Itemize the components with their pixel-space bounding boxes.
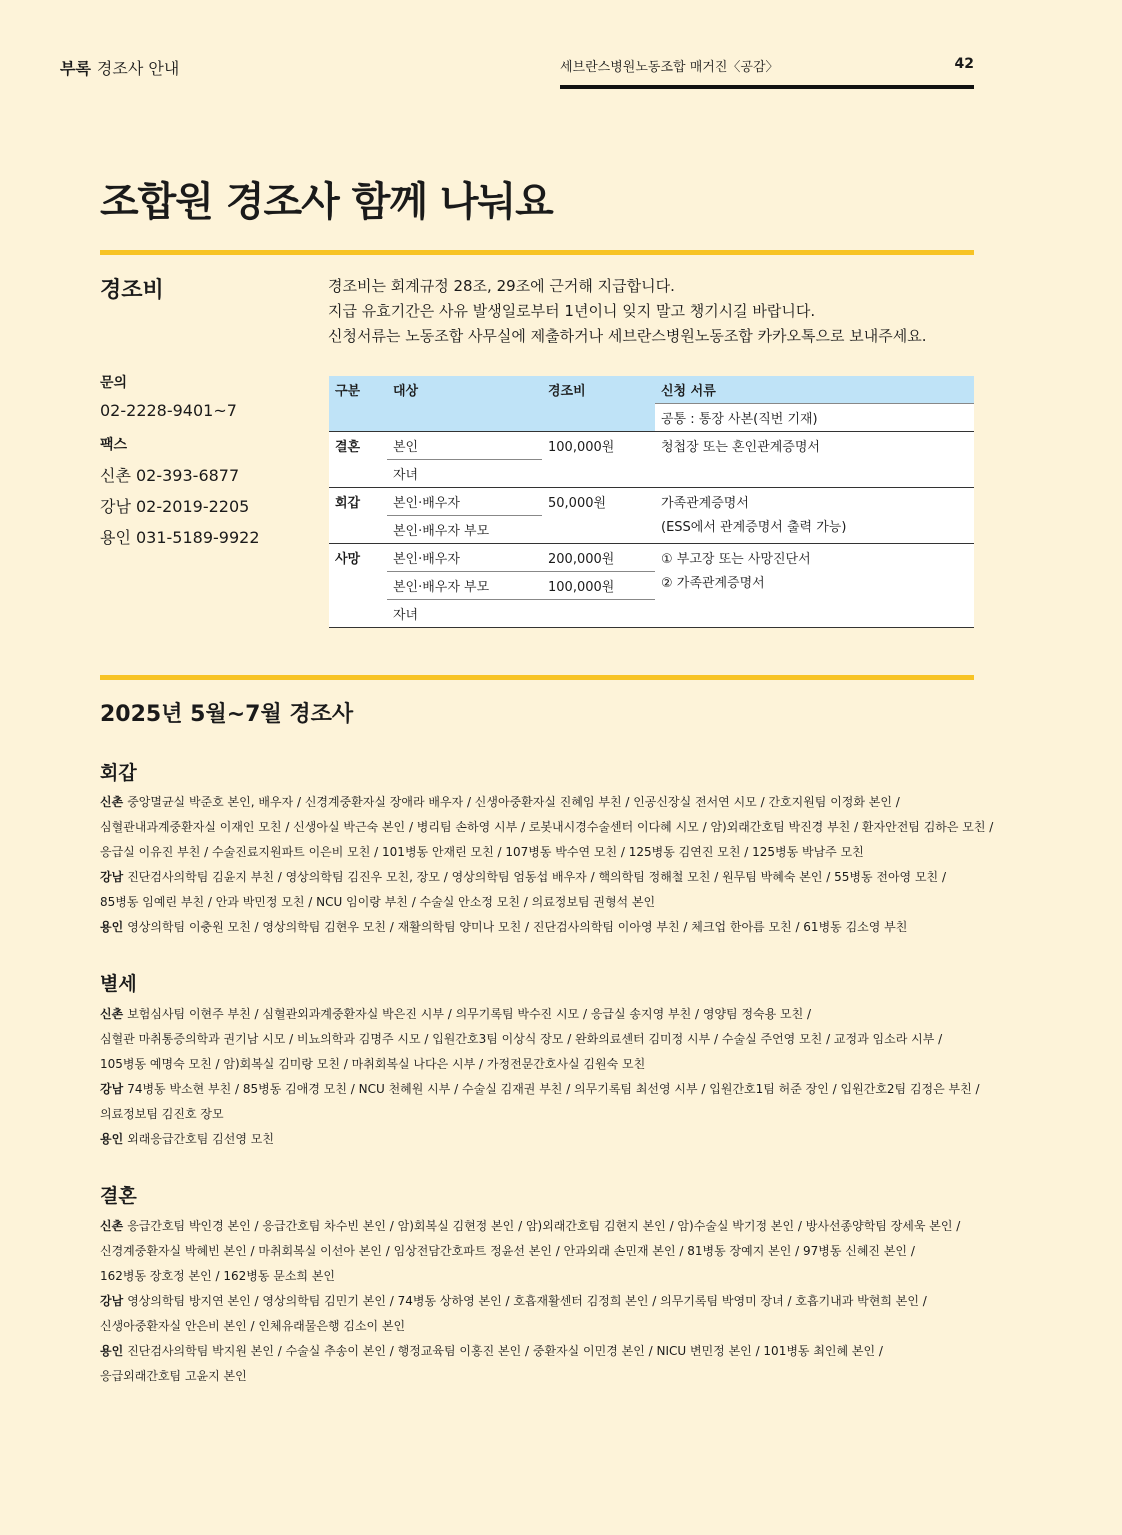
page-number: 42: [954, 56, 974, 72]
list-item: [100, 1264, 980, 1289]
site-label: 신촌: [100, 795, 124, 809]
table-cell-target: 자녀: [387, 460, 542, 488]
list-item: [100, 1002, 980, 1027]
fax-gangnam: 강남 02-2019-2205: [100, 497, 250, 516]
section-title: 경조사 안내: [96, 59, 180, 78]
list-item: [100, 815, 994, 840]
site-label: 강남: [100, 1082, 124, 1096]
entry-text: 응급외래간호팀 고윤지 본인: [100, 1369, 247, 1383]
header-amount: 경조비: [542, 376, 655, 432]
fee-intro: [328, 274, 927, 349]
table-cell-amount: 100,000원: [542, 432, 655, 488]
doc-line: (ESS에서 관계증명서 출력 가능): [661, 520, 847, 535]
entry-text: 신경계중환자실 박혜빈 본인 / 마취회복실 이선아 본인 / 임상전담간호파트 정윤선 본인 / 안과외래 손민재 본인 / 81병동 장예지 본인 / 97병동 신혜진 본인 /: [100, 1244, 915, 1258]
doc-line: 가족관계증명서: [661, 496, 749, 511]
list-item: [100, 1289, 980, 1314]
list-item: [100, 1339, 980, 1364]
entry-text: 85병동 임예린 부친 / 안과 박민정 모친 / NCU 임이랑 부친 / 수술실 안소정 모친 / 의료정보팀 권형석 본인: [100, 895, 656, 909]
magazine-name: 세브란스병원노동조합 매거진〈공감〉: [560, 60, 779, 75]
site-label: 강남: [100, 870, 124, 884]
entry-text: 진단검사의학팀 김윤지 부친 / 영상의학팀 김진우 모친, 장모 / 영상의학팀 엄동섭 배우자 / 핵의학팀 정해철 모친 / 원무팀 박혜숙 본인 / 55병동 전아영 모친 /: [127, 870, 947, 884]
entry-text: 보험심사팀 이현주 부친 / 심혈관외과계중환자실 박은진 시부 / 의무기록팀 박수진 시모 / 응급실 송지영 부친 / 영양팀 정숙용 모친 /: [127, 1007, 812, 1021]
category-wedding: 결혼: [100, 1185, 137, 1207]
entry-text: 진단검사의학팀 박지원 본인 / 수술실 추송이 본인 / 행정교육팀 이홍진 본인 / 중환자실 이민경 본인 / NICU 변민정 본인 / 101병동 최인혜 본인 /: [127, 1344, 883, 1358]
list-item: [100, 1239, 980, 1264]
table-cell-docs: [655, 432, 974, 488]
table-cell-docs: [655, 544, 974, 628]
list-60th: [100, 790, 994, 940]
site-label: 용인: [100, 1132, 124, 1146]
doc-line: ① 부고장 또는 사망진단서: [661, 552, 811, 567]
table-cell-amount: 50,000원: [542, 488, 655, 544]
site-label: 용인: [100, 920, 124, 934]
doc-line: 청첩장 또는 혼인관계증명서: [661, 440, 820, 455]
group-60th: 회갑: [329, 488, 387, 544]
table-cell-docs: [655, 488, 974, 544]
table-cell-target: 본인·배우자: [387, 488, 542, 516]
list-item: [100, 1027, 980, 1052]
fee-section-label: 경조비: [100, 278, 164, 303]
table-cell-target: 본인·배우자 부모: [387, 516, 542, 544]
list-item: [100, 865, 980, 890]
entry-text: 응급실 이유진 부친 / 수술진료지원파트 이은비 모친 / 101병동 안재린 모친 / 107병동 박수연 모친 / 125병동 김연진 모친 / 125병동 박남주 모친: [100, 845, 864, 859]
list-item: [100, 915, 980, 940]
list-item: [100, 1052, 980, 1077]
table-cell-amount: [542, 600, 655, 628]
header-divider: [560, 85, 974, 89]
entry-text: 신생아중환자실 안은비 본인 / 인체유래물은행 김소이 본인: [100, 1319, 406, 1333]
inquiry-phone: 02-2228-9401~7: [100, 401, 237, 420]
entry-text: 의료정보팀 김진호 장모: [100, 1107, 224, 1121]
entry-text: 응급간호팀 박인경 본인 / 응급간호팀 차수빈 본인 / 암)회복실 김현정 본인 / 암)외래간호팀 김현지 본인 / 암)수술실 박기정 본인 / 방사선종양학팀 장세욱 본인 /: [127, 1219, 961, 1233]
inquiry-label: 문의: [100, 375, 128, 391]
section-header: [60, 56, 179, 79]
list-item: [100, 1314, 980, 1339]
yellow-divider-bottom: [100, 675, 974, 680]
fax-sinchon: 신촌 02-393-6877: [100, 466, 240, 485]
group-wedding: 결혼: [329, 432, 387, 488]
group-death: 사망: [329, 544, 387, 628]
list-death: [100, 1002, 980, 1152]
common-document: 공통 : 통장 사본(직번 기재): [655, 404, 974, 432]
category-death: 별세: [100, 973, 137, 995]
header-documents: 신청 서류: [655, 376, 974, 404]
fax-label: 팩스: [100, 437, 128, 453]
list-item: [100, 1214, 980, 1239]
table-cell-target: 자녀: [387, 600, 542, 628]
yellow-divider-top: [100, 250, 974, 255]
site-label: 신촌: [100, 1007, 124, 1021]
intro-line: 신청서류는 노동조합 사무실에 제출하거나 세브란스병원노동조합 카카오톡으로 보내주세요.: [328, 327, 927, 345]
entry-text: 외래응급간호팀 김선영 모친: [127, 1132, 274, 1146]
entry-text: 심혈관내과계중환자실 이재인 모친 / 신생아실 박근숙 본인 / 병리팀 손하영 시부 / 로봇내시경수술센터 이다혜 시모 / 암)외래간호팀 박진경 부친 / 환자안전팀 김하은 모친 /: [100, 820, 994, 834]
list-item: [100, 1077, 980, 1102]
table-cell-target: 본인: [387, 432, 542, 460]
page-title: 조합원 경조사 함께 나눠요: [100, 179, 553, 225]
intro-line: 지급 유효기간은 사유 발생일로부터 1년이니 잊지 말고 챙기시길 바랍니다.: [328, 302, 816, 320]
site-label: 용인: [100, 1344, 124, 1358]
table-cell-target: 본인·배우자: [387, 544, 542, 572]
entry-text: 중앙멸균실 박준호 본인, 배우자 / 신경계중환자실 장애라 배우자 / 신생아중환자실 진혜임 부친 / 인공신장실 전서연 시모 / 간호지원팀 이정화 본인 /: [127, 795, 900, 809]
doc-line: ② 가족관계증명서: [661, 576, 765, 591]
table-cell-amount: 100,000원: [542, 572, 655, 600]
magazine-header: [560, 56, 974, 75]
list-item: [100, 1127, 980, 1152]
entry-text: 105병동 예명숙 모친 / 암)회복실 김미랑 모친 / 마취회복실 나다은 시부 / 가정전문간호사실 김원숙 모친: [100, 1057, 646, 1071]
table-cell-amount: 200,000원: [542, 544, 655, 572]
site-label: 신촌: [100, 1219, 124, 1233]
category-60th: 회갑: [100, 762, 137, 784]
intro-line: 경조비는 회계규정 28조, 29조에 근거해 지급합니다.: [328, 277, 675, 295]
list-wedding: [100, 1214, 980, 1389]
entry-text: 심혈관 마취통증의학과 권기남 시모 / 비뇨의학과 김명주 시모 / 입원간호3팀 이상식 장모 / 완화의료센터 김미정 시부 / 수술실 주언영 모친 / 교정과 임소라 시부 /: [100, 1032, 943, 1046]
site-label: 강남: [100, 1294, 124, 1308]
contact-block: [100, 372, 260, 556]
list-item: [100, 890, 980, 915]
fax-yongin: 용인 031-5189-9922: [100, 528, 260, 547]
header-category: 구분: [329, 376, 387, 432]
table-cell-target: 본인·배우자 부모: [387, 572, 542, 600]
list-item: [100, 1364, 980, 1389]
list-item: [100, 790, 980, 815]
list-item: [100, 840, 980, 865]
header-target: 대상: [387, 376, 542, 432]
entry-text: 영상의학팀 방지연 본인 / 영상의학팀 김민기 본인 / 74병동 상하영 본인 / 호흡재활센터 김정희 본인 / 의무기록팀 박영미 장녀 / 호흡기내과 박현희 본인 /: [127, 1294, 927, 1308]
entry-text: 영상의학팀 이충원 모친 / 영상의학팀 김현우 모친 / 재활의학팀 양미나 모친 / 진단검사의학팀 이아영 부친 / 체크업 한아름 모친 / 61병동 김소영 부친: [127, 920, 908, 934]
entry-text: 162병동 장호정 본인 / 162병동 문소희 본인: [100, 1269, 336, 1283]
section-tag: 부록: [60, 59, 91, 78]
entry-text: 74병동 박소현 부친 / 85병동 김애경 모친 / NCU 천혜원 시부 / 수술실 김재권 부친 / 의무기록팀 최선영 시부 / 입원간호1팀 허준 장인 / 입원간호2팀 김정은 부친 /: [127, 1082, 980, 1096]
list-item: [100, 1102, 980, 1127]
fee-table: [329, 376, 974, 628]
events-title: 2025년 5월~7월 경조사: [100, 702, 354, 727]
